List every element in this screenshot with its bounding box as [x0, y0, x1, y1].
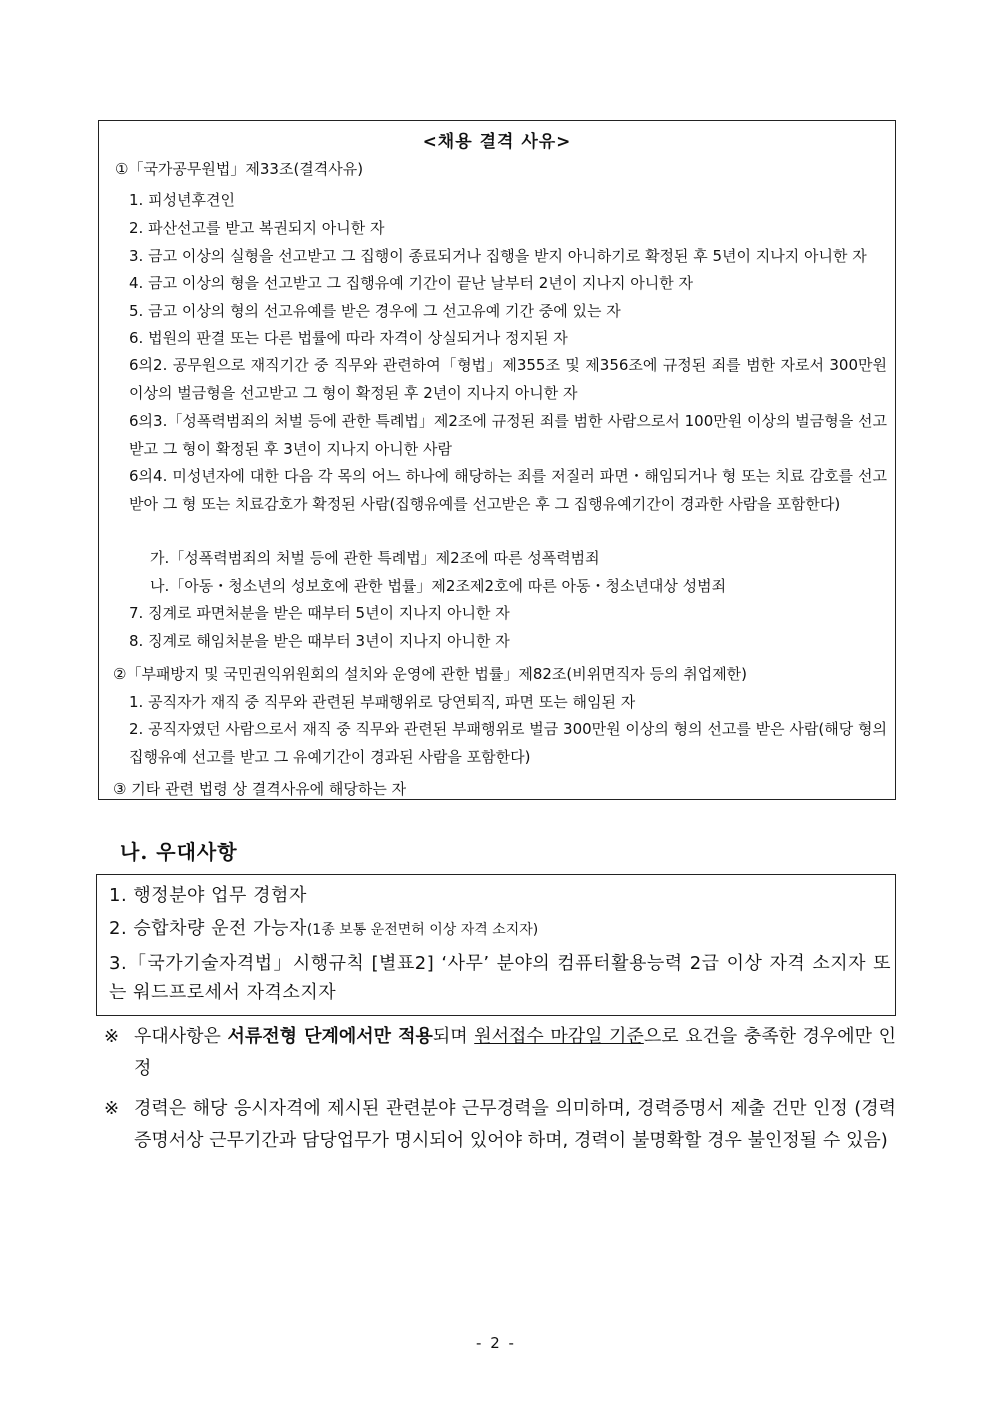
item-3: 3. 금고 이상의 실형을 선고받고 그 집행이 종료되거나 집행을 받지 아니하기로 확정된 후 5년이 지나지 아니한 자 [129, 247, 867, 265]
note-2: 경력은 해당 응시자격에 제시된 관련분야 근무경력을 의미하며, 경력증명서 제출 건만 인정 (경력증명서상 근무기간과 담당업무가 명시되어 있어야 하며, 경력이 불명확할 경우 불인정될 수 있음) [134, 1098, 896, 1151]
item-6: 6. 법원의 판결 또는 다른 법률에 따라 자격이 상실되거나 정지된 자 [129, 329, 568, 347]
item-6-4-na: 나.「아동・청소년의 성보호에 관한 법률」제2조제2호에 따른 아동・청소년대상 성범죄 [150, 577, 727, 595]
section2-item-1: 1. 공직자가 재직 중 직무와 관련된 부패행위로 당연퇴직, 파면 또는 해임된 자 [129, 693, 636, 711]
item-6-2: 6의2. 공무원으로 재직기간 중 직무와 관련하여「형법」제355조 및 제356조에 규정된 죄를 범한 자로서 300만원 이상의 벌금형을 선고받고 그 형이 확정된 후 2년이 지나지 아니한 자 [129, 356, 887, 402]
section-heading: 나. 우대사항 [120, 840, 238, 864]
item-5: 5. 금고 이상의 형의 선고유예를 받은 경우에 그 선고유예 기간 중에 있는 자 [129, 302, 621, 320]
item-6-4-ga: 가.「성폭력범죄의 처벌 등에 관한 특례법」제2조에 따른 성폭력범죄 [150, 549, 600, 567]
preference-item-2 [109, 914, 538, 945]
item-2: 2. 파산선고를 받고 복권되지 아니한 자 [129, 219, 385, 237]
section2-heading: ②「부패방지 및 국민권익위원회의 설치와 운영에 관한 법률」제82조(비위면직자 등의 취업제한) [113, 665, 748, 683]
disqualification-box [98, 120, 896, 800]
note-1-underline: 원서접수 마감일 기준 [474, 1026, 644, 1047]
item-7: 7. 징계로 파면처분을 받은 때부터 5년이 지나지 아니한 자 [129, 604, 510, 622]
section2-item-2: 2. 공직자였던 사람으로서 재직 중 직무와 관련된 부패행위로 벌금 300만원 이상의 형의 선고를 받은 사람(해당 형의 집행유예 선고를 받고 그 유예기간이 경과된 사람을 포함한다) [129, 720, 887, 766]
note-1 [134, 1021, 896, 1085]
section3: ③ 기타 관련 법령 상 결격사유에 해당하는 자 [113, 780, 407, 798]
preference-item-1: 1. 행정분야 업무 경험자 [109, 885, 307, 906]
item-4: 4. 금고 이상의 형을 선고받고 그 집행유예 기간이 끝난 날부터 2년이 지나지 아니한 자 [129, 274, 694, 292]
box-title: <채용 결격 사유> [422, 132, 572, 152]
note-1-bold: 서류전형 단계에서만 적용 [227, 1026, 433, 1047]
note-1-text-b: 되며 [432, 1026, 475, 1047]
item-8: 8. 징계로 해임처분을 받은 때부터 3년이 지나지 아니한 자 [129, 632, 510, 650]
preference-box [96, 874, 896, 1016]
preference-item-2-main: 2. 승합차량 운전 가능자 [109, 918, 307, 939]
item-6-3: 6의3.「성폭력범죄의 처벌 등에 관한 특례법」제2조에 규정된 죄를 범한 사람으로서 100만원 이상의 벌금형을 선고받고 그 형이 확정된 후 3년이 지나지 아니한 사람 [129, 412, 887, 458]
item-6-4: 6의4. 미성년자에 대한 다음 각 목의 어느 하나에 해당하는 죄를 저질러 파면・해임되거나 형 또는 치료 감호를 선고받아 그 형 또는 치료감호가 확정된 사람(집행유예를 선고받은 후 그 집행유예기간이 경과한 사람을 포함한다) [129, 467, 887, 513]
note-mark-2: ※ [104, 1098, 120, 1119]
note-1-text-a: 우대사항은 [134, 1026, 228, 1047]
preference-item-2-note: (1종 보통 운전면허 이상 자격 소지자) [306, 922, 539, 938]
note-mark-1: ※ [104, 1026, 120, 1047]
section1-heading: ①「국가공무원법」제33조(결격사유) [115, 160, 364, 178]
note-1-text-c: 으로 요건을 충족한 경우에만 인정 [134, 1026, 896, 1079]
item-1: 1. 피성년후견인 [129, 191, 236, 209]
preference-item-3: 3.「국가기술자격법」시행규칙 [별표2] ‘사무’ 분야의 컴퓨터활용능력 2급 이상 자격 소지자 또는 워드프로세서 자격소지자 [109, 953, 891, 1003]
page-number: - 2 - [476, 1334, 516, 1352]
